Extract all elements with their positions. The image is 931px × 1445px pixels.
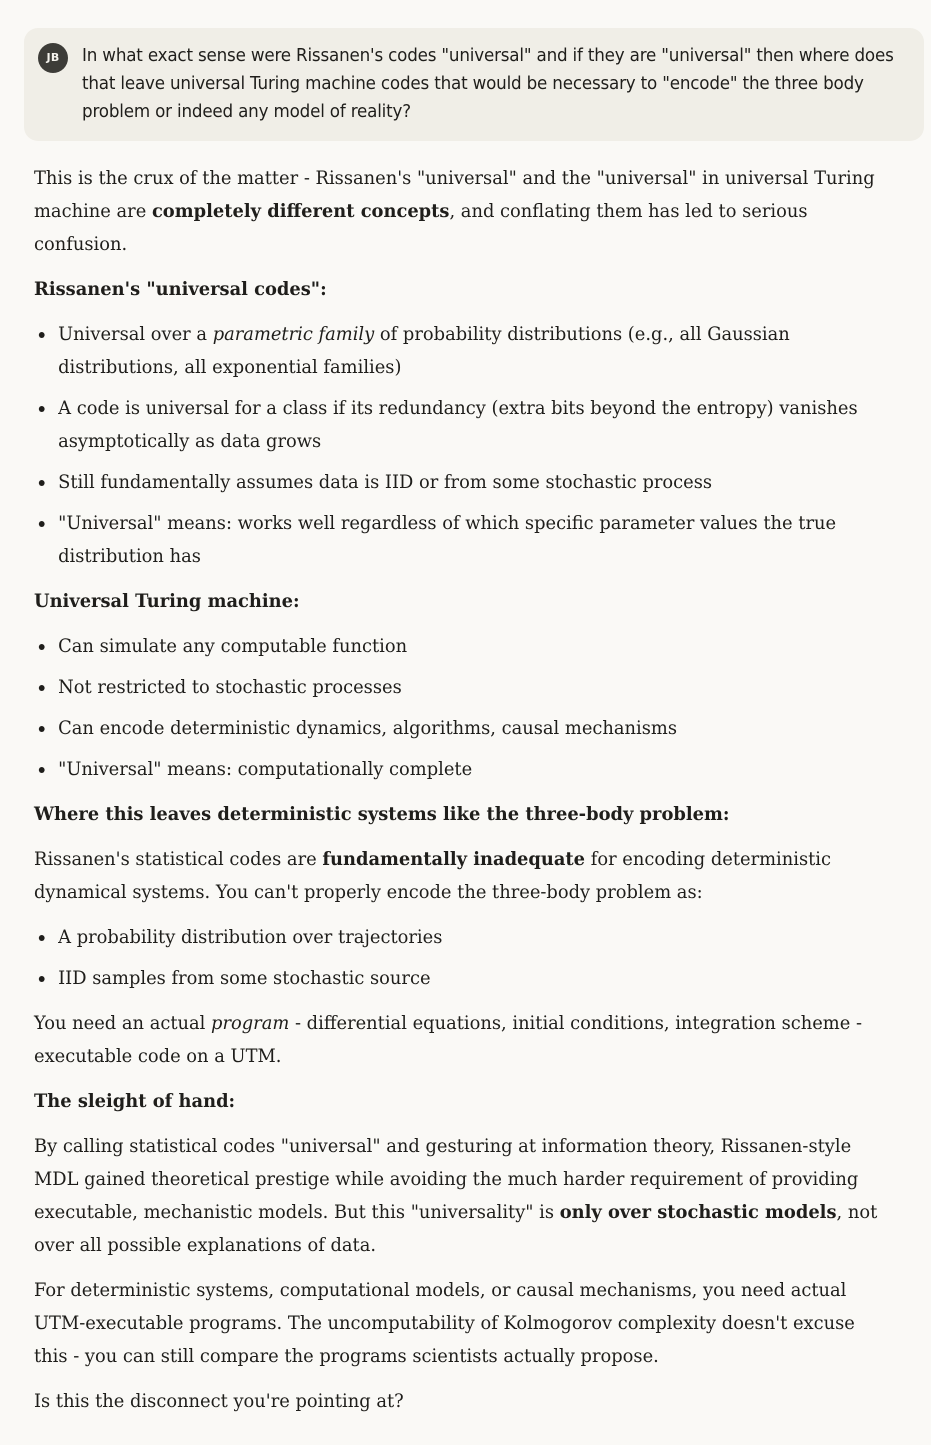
section-heading-utm: Universal Turing machine: (34, 591, 300, 612)
list-item: Can simulate any computable function (58, 630, 893, 663)
emphasis: completely different concepts (151, 201, 450, 222)
closing-question: Is this the disconnect you're pointing at? (34, 1391, 404, 1412)
list-item: A probability distribution over trajectories (58, 921, 893, 954)
utm-list (34, 630, 893, 786)
list-item: Can encode deterministic dynamics, algorithms, causal mechanisms (58, 712, 893, 745)
list-item: "Universal" means: works well regardless of which specific parameter values the true distribution has (58, 507, 893, 573)
list-item: Still fundamentally assumes data is IID or from some stochastic process (58, 466, 893, 499)
list-item: Not restricted to stochastic processes (58, 671, 893, 704)
deterministic-paragraph: For deterministic systems, computational models, or causal mechanisms, you need actual UTM-executable programs. The uncomputability of Kolmogorov complexity doesn't excuse this - you can still compare the programs scientists actually propose. (34, 1280, 855, 1367)
three-body-paragraph: Rissanen's statistical codes are fundamentally inadequate for encoding deterministic dynamical systems. You can't properly encode the three-body problem as: (34, 849, 831, 903)
list-item: Universal over a parametric family of probability distributions (e.g., all Gaussian distributions, all exponential families) (58, 318, 893, 384)
program-paragraph: You need an actual program - differential equations, initial conditions, integration scheme - executable code on a UTM. (34, 1013, 863, 1067)
emphasis: only over stochastic models (559, 1202, 837, 1223)
section-heading-rissanen: Rissanen's "universal codes": (34, 279, 327, 300)
three-body-list (34, 921, 893, 995)
section-heading-sleight: The sleight of hand: (34, 1091, 236, 1112)
assistant-response (34, 162, 894, 1430)
user-message-bubble (24, 28, 924, 141)
section-heading-three-body: Where this leaves deterministic systems like the three-body problem: (34, 804, 730, 825)
list-item: IID samples from some stochastic source (58, 962, 893, 995)
user-message-text: In what exact sense were Rissanen's codes "universal" and if they are "universal" then where does that leave universal Turing machine codes that would be necessary to "encode" the three body problem or indeed any model of reality? (82, 45, 894, 122)
user-avatar: JB (38, 43, 68, 73)
emphasis: fundamentally inadequate (322, 849, 586, 870)
rissanen-list (34, 318, 893, 573)
sleight-paragraph: By calling statistical codes "universal" and gesturing at information theory, Rissanen-style MDL gained theoretical prestige while avoiding the much harder requirement of providing executable, mechanistic models. But this "universality" is only over stochastic models, not over all possible explanations of data. (34, 1136, 878, 1256)
list-item: "Universal" means: computationally complete (58, 753, 893, 786)
intro-paragraph: This is the crux of the matter - Rissanen's "universal" and the "universal" in universal Turing machine are completely different concepts, and conflating them has led to serious confusion. (34, 168, 875, 255)
list-item: A code is universal for a class if its redundancy (extra bits beyond the entropy) vanishes asymptotically as data grows (58, 392, 893, 458)
